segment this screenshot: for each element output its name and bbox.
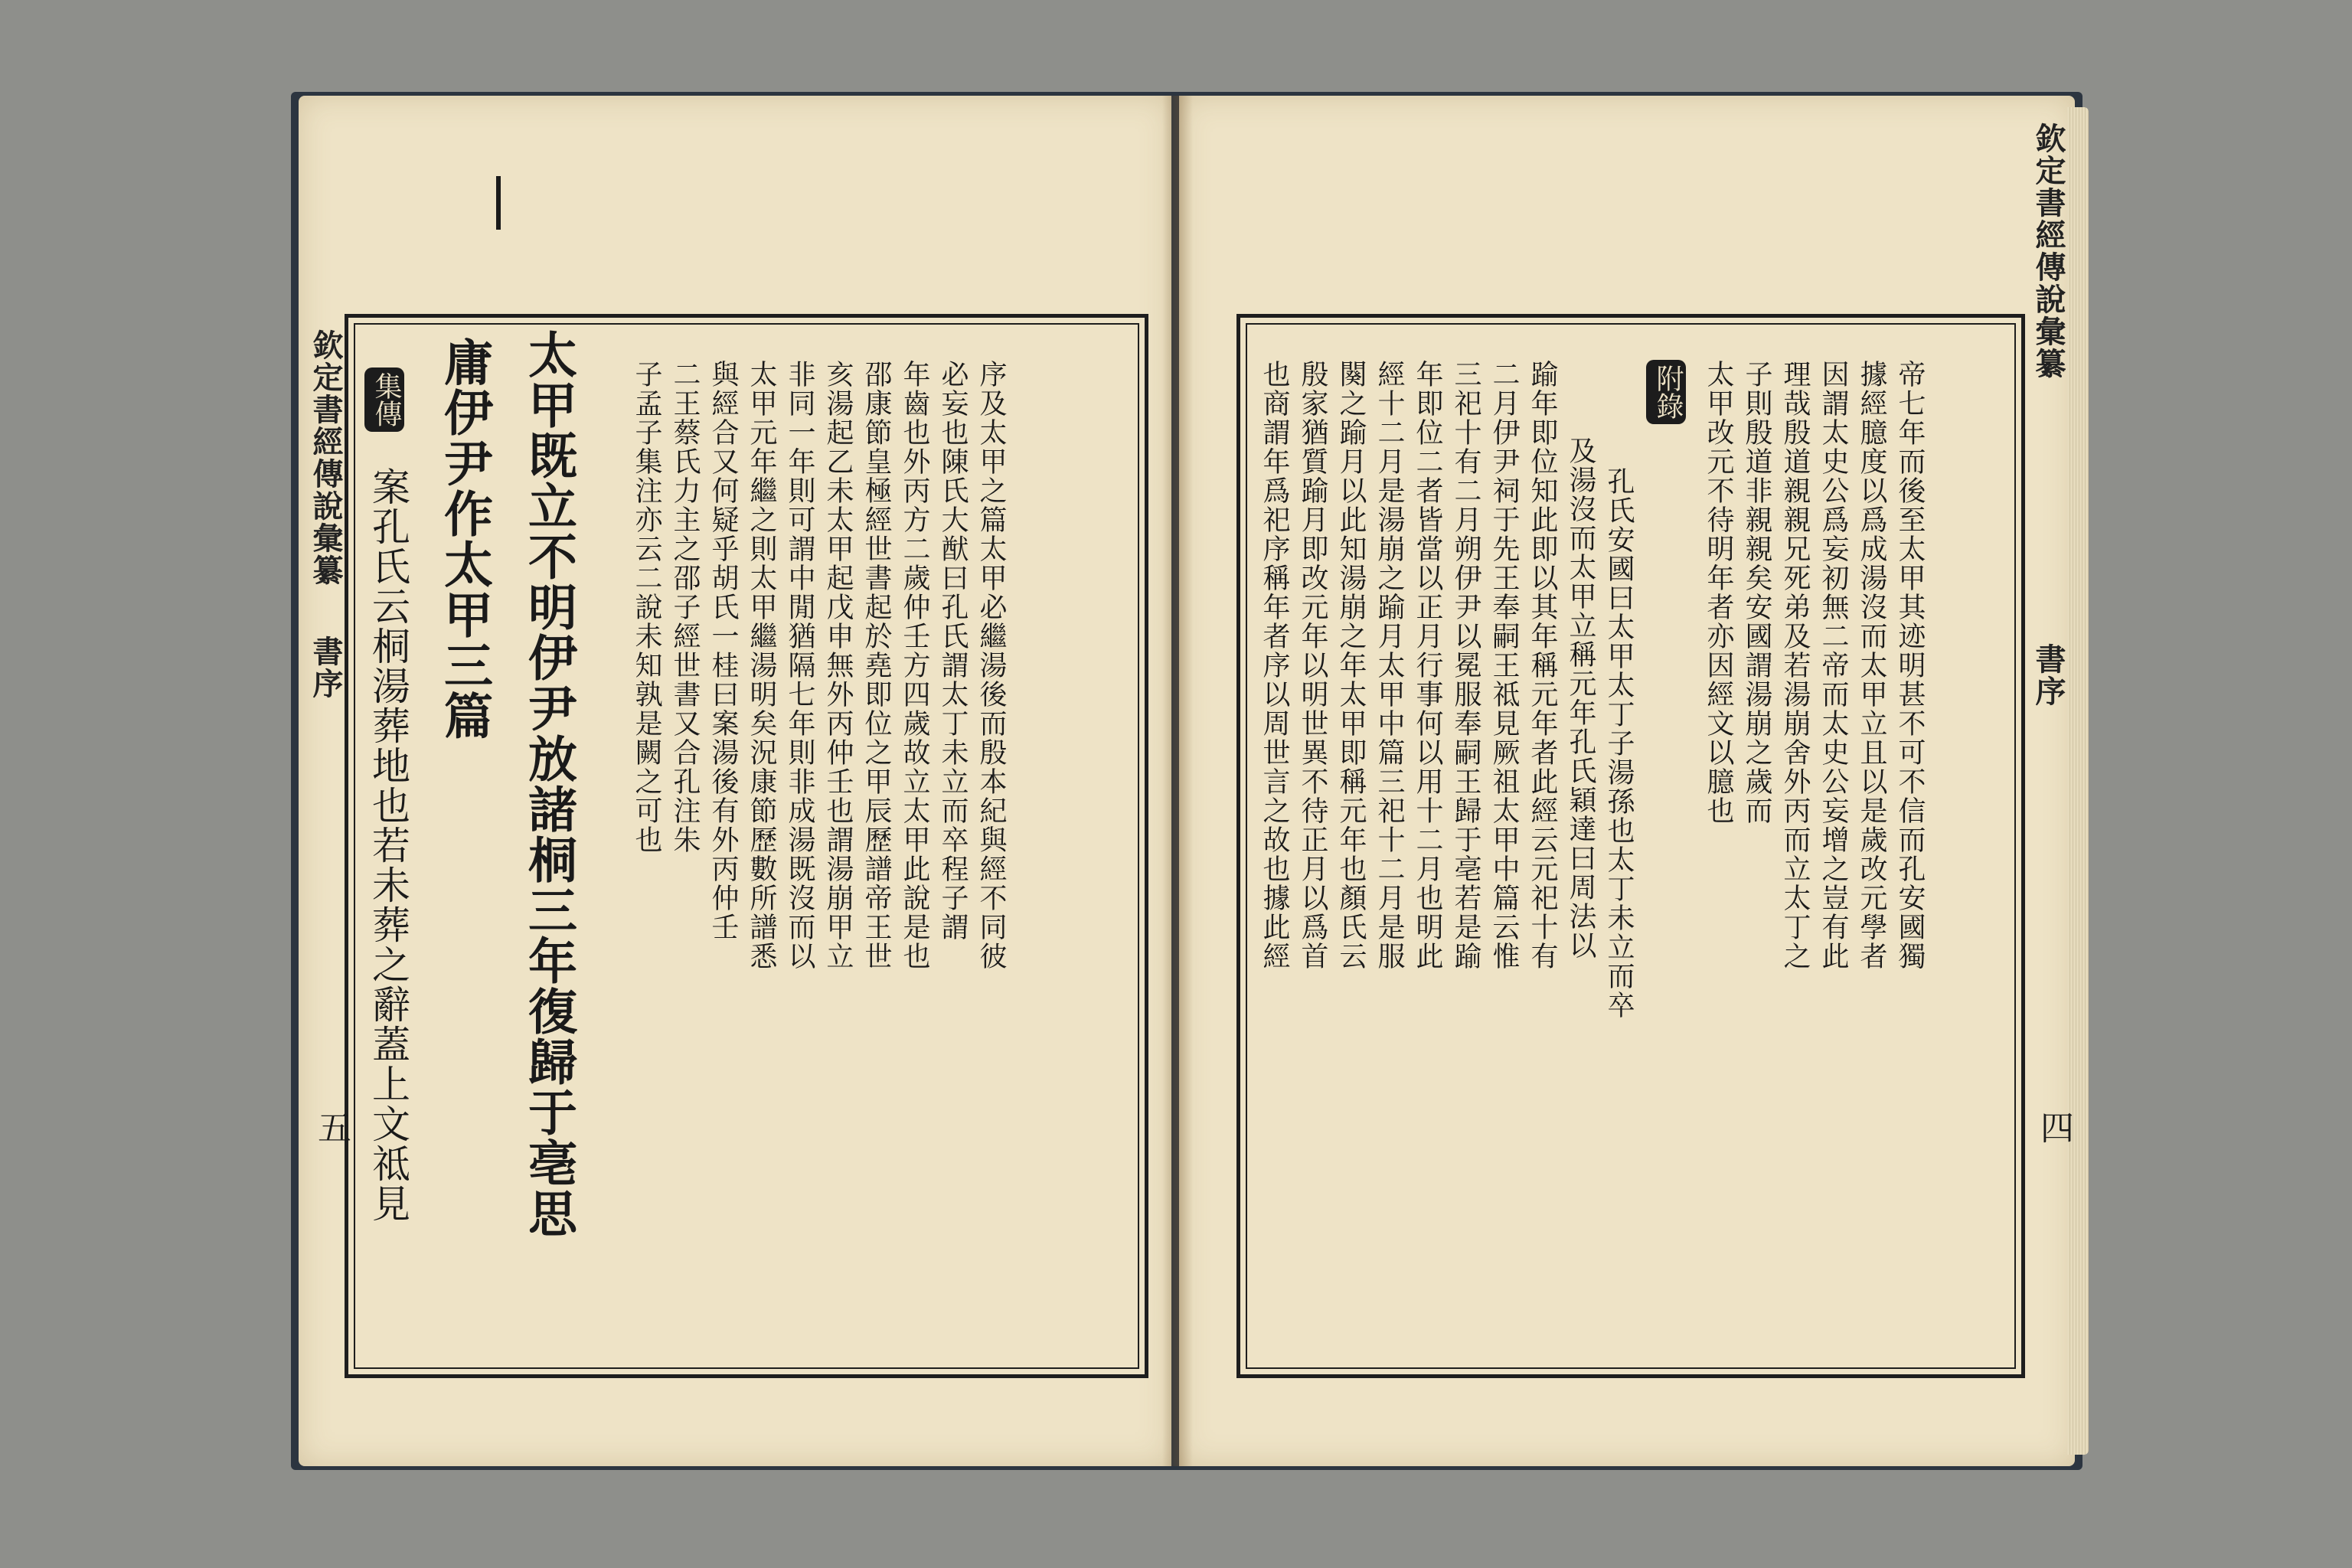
- left-col-11: 年齒也外丙方二歲仲壬方四歲故立太甲此說是也: [899, 360, 930, 971]
- right-margin-title: 欽定書經傳說彙纂: [2030, 122, 2066, 380]
- left-col-9: 亥湯起乙未太甲起戊申無外丙仲壬也謂湯崩甲立: [822, 360, 854, 971]
- right-col-13: 闋之踰月以此知湯崩之年太甲即稱元年也顏氏云: [1335, 360, 1367, 971]
- right-col-3: 因謂太史公爲妄初無二帝而太史公妄增之豈有此: [1818, 360, 1849, 971]
- right-col-8: 踰年即位知此即以其年稱元年者此經云元祀十有: [1527, 360, 1558, 971]
- left-col-1: 案孔氏云桐湯葬地也若未葬之辭蓋上文祗見: [366, 467, 410, 1223]
- left-col-5: 二王蔡氏力主之邵子經世書又合孔注朱: [669, 360, 701, 854]
- appendix-tag: 附錄: [1646, 360, 1686, 424]
- left-col-13: 序及太甲之篇太甲必繼湯後而殷本紀與經不同彼: [975, 360, 1007, 971]
- right-col-10: 三祀十有二月朔伊尹以冕服奉嗣王歸于亳若是踰: [1450, 360, 1481, 971]
- left-margin-title: 欽定書經傳說彙纂: [308, 329, 344, 586]
- right-col-9: 二月伊尹祠于先王奉嗣王祗見厥祖太甲中篇云惟: [1488, 360, 1520, 971]
- left-col-2: 庸伊尹作太甲三篇: [436, 337, 493, 741]
- right-sub-note: 孔氏安國曰太甲太丁子湯孫也太丁未立而卒: [1603, 467, 1635, 1020]
- right-page-number: 四: [2034, 1110, 2073, 1144]
- left-col-6: 與經合又何疑乎胡氏一桂曰案湯後有外丙仲壬: [707, 360, 739, 942]
- right-col-2: 據經臆度以爲成湯沒而太甲立且以是歲改元學者: [1856, 360, 1887, 971]
- book-gutter: [1162, 96, 1193, 1466]
- right-col-1: 帝七年而後至太甲其迹明甚不可不信而孔安國獨: [1894, 360, 1926, 971]
- right-col-14: 殷家猶質踰月即改元年以明世異不待正月以爲首: [1297, 360, 1328, 971]
- left-col-3: 太甲既立不明伊尹放諸桐三年復歸于亳思: [520, 329, 577, 1239]
- left-col-12: 必妄也陳氏大猷曰孔氏謂太丁未立而卒程子謂: [937, 360, 969, 942]
- right-col-12: 經十二月是湯崩之踰月太甲中篇三祀十二月是服: [1374, 360, 1405, 971]
- left-col-4: 子孟子集注亦云二說未知孰是闕之可也: [631, 360, 662, 854]
- left-page-number: 五: [312, 1110, 351, 1144]
- left-col-7: 太甲元年繼之則太甲繼湯明矣況康節歷數所譜悉: [746, 360, 777, 971]
- left-section-label: 書序: [308, 635, 344, 700]
- commentary-tag: 集傳: [364, 368, 404, 432]
- page-edges: [2067, 107, 2089, 1455]
- right-col-4: 理哉殷道親親兄死弟及若湯崩舍外丙而立太丁之: [1779, 360, 1811, 971]
- right-col-6: 太甲改元不待明年者亦因經文以臆也: [1703, 360, 1734, 825]
- right-section-label: 書序: [2030, 643, 2066, 707]
- left-col-8: 非同一年則可謂中閒猶隔七年則非成湯既沒而以: [784, 360, 815, 971]
- right-col-11: 年即位二者皆當以正月行事何以用十二月也明此: [1412, 360, 1443, 971]
- fold-mark: [496, 176, 501, 230]
- left-col-10: 邵康節皇極經世書起於堯即位之甲辰歷譜帝王世: [861, 360, 892, 971]
- right-col-5: 子則殷道非親親矣安國謂湯崩之歲而: [1741, 360, 1772, 825]
- right-col-15: 也商謂年爲祀序稱年者序以周世言之故也據此經: [1259, 360, 1290, 971]
- right-col-7: 及湯沒而太甲立稱元年孔氏穎達曰周法以: [1565, 436, 1596, 960]
